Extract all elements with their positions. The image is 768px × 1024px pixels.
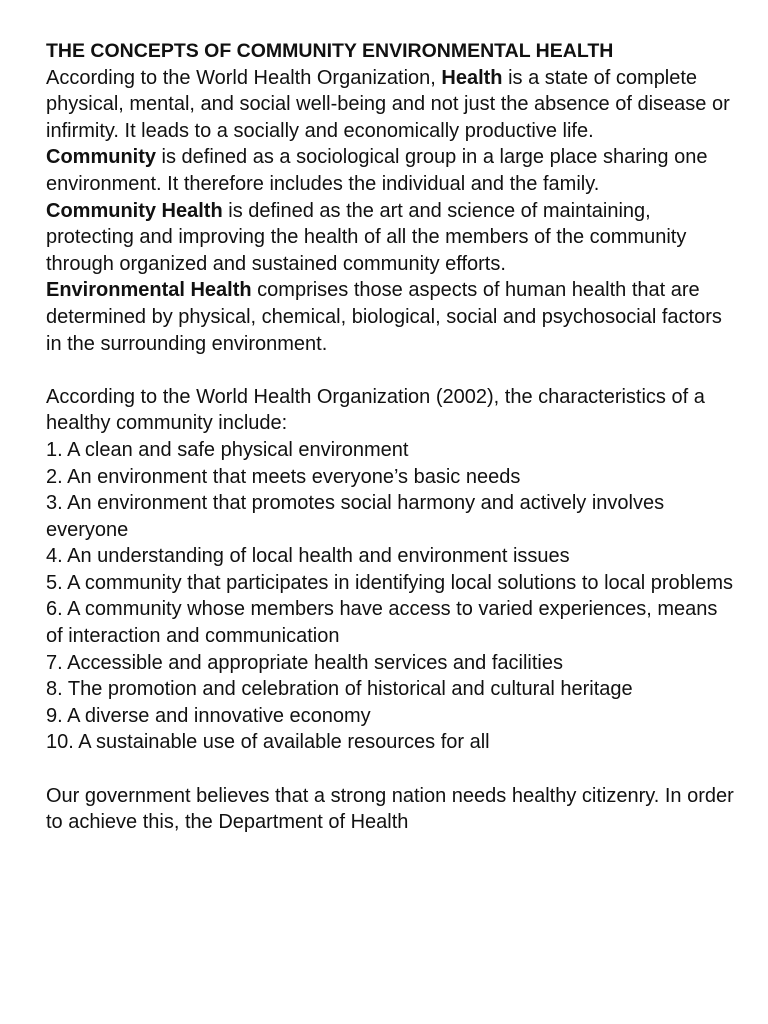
list-item: 5. A community that participates in identifying local solutions to local problems [46,571,734,594]
definition-community-health [46,198,736,278]
list-item: 3. An environment that promotes social harmony and actively involves everyone [46,492,665,541]
document-page [46,38,736,836]
list-item: 10. A sustainable use of available resources for all [46,731,490,754]
characteristics-intro: According to the World Health Organization (2002), the characteristics of a healthy community include: [46,385,705,435]
definition-term: Environmental Health [46,279,252,302]
closing-paragraph: Our government believes that a strong nation needs healthy citizenry. In order to achieve this, the Department of Health [46,784,734,834]
definition-environmental-health [46,277,736,357]
definition-term: Community Health [46,199,223,222]
list-item: 4. An understanding of local health and environment issues [46,545,570,568]
characteristics-list [46,437,736,756]
definition-health [46,65,736,145]
definition-term: Community [46,146,156,169]
definition-text: comprises those aspects of human health that are determined by physical, chemical, biological, social and psychosocial factors in the surrounding environment. [46,279,722,355]
list-item: 7. Accessible and appropriate health services and facilities [46,651,563,674]
paragraph-spacer [46,756,736,783]
definition-text: is defined as the art and science of maintaining, protecting and improving the health of all the members of the community through organized and sustained community efforts. [46,199,687,275]
paragraph-spacer [46,357,736,384]
list-item: 2. An environment that meets everyone’s basic needs [46,465,521,488]
list-item: 9. A diverse and innovative economy [46,704,371,727]
definition-lead: According to the World Health Organization, [46,66,442,89]
document-title: THE CONCEPTS OF COMMUNITY ENVIRONMENTAL HEALTH [46,40,614,62]
definition-text: is a state of complete physical, mental, and social well-being and not just the absence of disease or infirmity. It leads to a socially and economically productive life. [46,66,730,142]
list-item: 6. A community whose members have access to varied experiences, means of interaction and communication [46,598,718,648]
list-item: 1. A clean and safe physical environment [46,438,409,461]
definition-term: Health [441,66,503,89]
list-item: 8. The promotion and celebration of historical and cultural heritage [46,678,633,701]
definition-text: is defined as a sociological group in a large place sharing one environment. It therefore includes the individual and the family. [46,146,708,195]
definition-community [46,144,736,197]
